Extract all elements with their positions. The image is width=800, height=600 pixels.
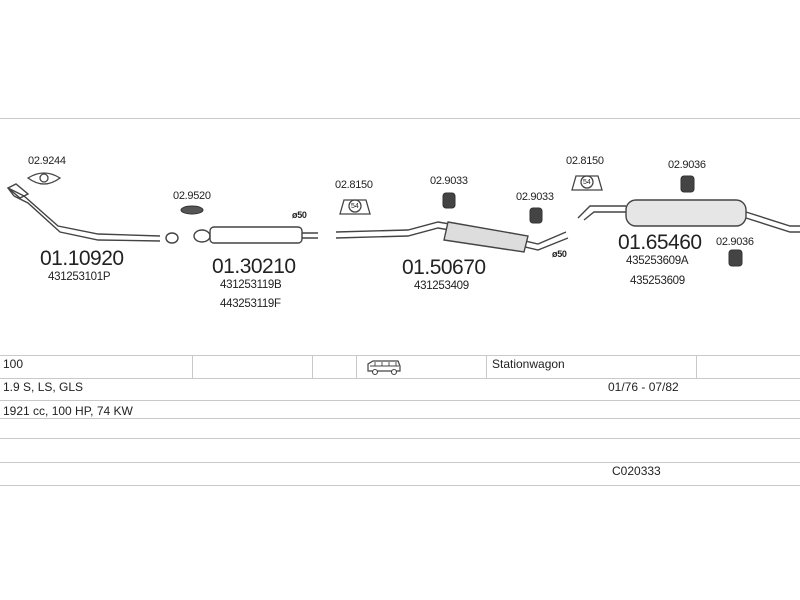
versions-cell: 1.9 S, LS, GLS <box>3 380 84 394</box>
code-cell: C020333 <box>612 464 661 478</box>
table-divider <box>356 355 357 378</box>
engine-cell: 1921 cc, 100 HP, 74 KW <box>3 404 133 418</box>
table-rule <box>0 378 800 379</box>
top-border <box>0 118 800 119</box>
table-divider <box>312 355 313 378</box>
part-reference: 431253409 <box>414 280 469 292</box>
part-label: 02.9033 <box>430 175 468 187</box>
diameter-label: ø50 <box>292 210 307 220</box>
part-number: 01.65460 <box>618 231 702 254</box>
part-number: 01.30210 <box>212 255 296 278</box>
clamp-size-label: 54 <box>583 179 591 186</box>
diameter-label: ø50 <box>552 249 567 259</box>
table-rule <box>0 462 800 463</box>
table-divider <box>696 355 697 378</box>
table-rule <box>0 418 800 419</box>
table-rule <box>0 485 800 486</box>
table-divider <box>192 355 193 378</box>
middle-silencer <box>336 222 568 252</box>
table-rule <box>0 400 800 401</box>
rear-silencer <box>578 200 800 232</box>
part-label: 02.9244 <box>28 155 66 167</box>
part-reference: 431253119B <box>220 279 282 291</box>
body-type-cell: Stationwagon <box>492 357 565 371</box>
part-number: 01.50670 <box>402 256 486 279</box>
years-cell: 01/76 - 07/82 <box>608 380 679 394</box>
clamp-size-label: 54 <box>351 203 359 210</box>
part-label: 02.8150 <box>335 179 373 191</box>
part-reference: 435253609 <box>630 275 685 287</box>
model-cell: 100 <box>3 357 24 371</box>
part-reference: 431253101P <box>48 271 111 283</box>
part-label: 02.9036 <box>668 159 706 171</box>
table-rule <box>0 355 800 356</box>
table-divider <box>486 355 487 378</box>
station-wagon-icon <box>364 358 404 376</box>
part-number: 01.10920 <box>40 247 124 270</box>
part-label: 02.9033 <box>516 191 554 203</box>
front-pipe <box>8 184 178 243</box>
part-label: 02.9036 <box>716 236 754 248</box>
part-reference: 435253609A <box>626 255 689 267</box>
part-label: 02.9520 <box>173 190 211 202</box>
table-rule <box>0 438 800 439</box>
gasket-icon <box>28 173 60 184</box>
part-label: 02.8150 <box>566 155 604 167</box>
part-reference: 443253119F <box>220 298 281 310</box>
front-silencer <box>194 227 318 243</box>
ring-icon <box>181 206 203 214</box>
